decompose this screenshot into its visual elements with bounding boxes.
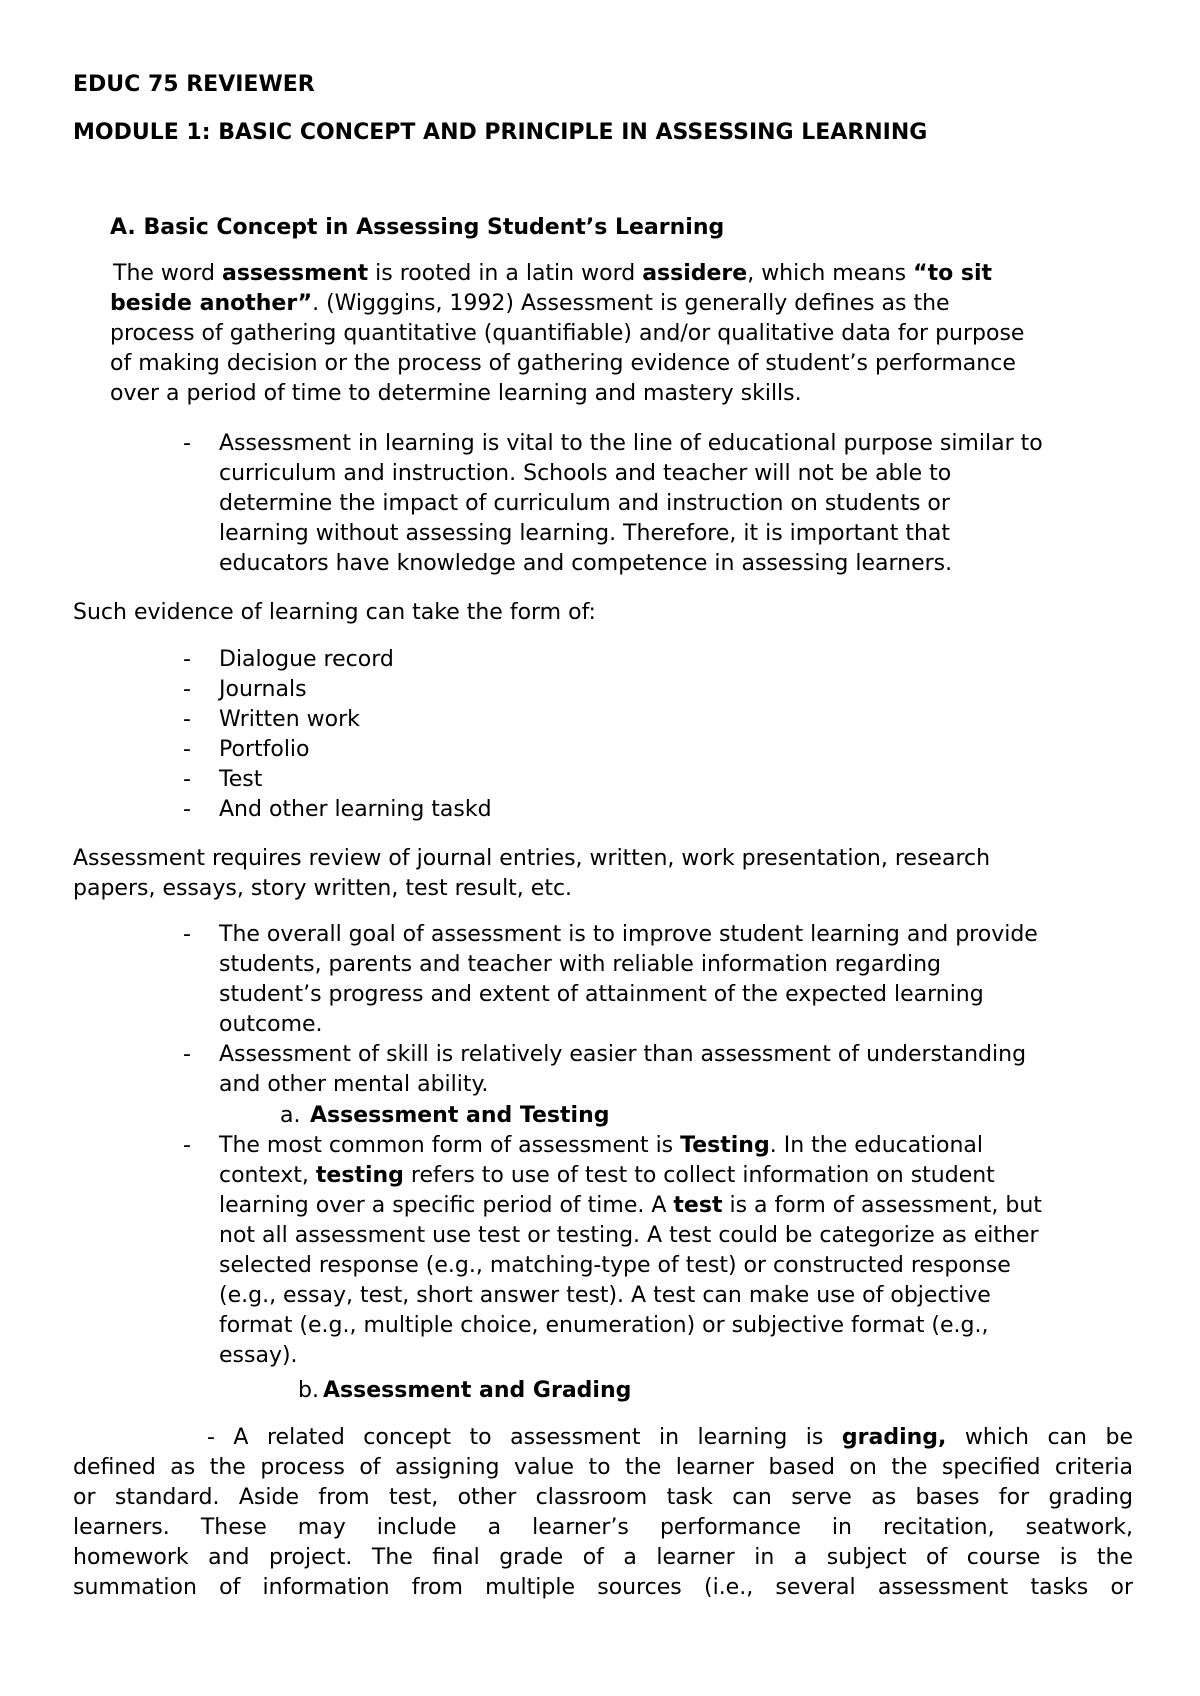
grading-line-3: or standard. Aside from test, other classroom task can serve as bases for grading [73,1485,1133,1510]
document-title: EDUC 75 REVIEWER [73,72,315,97]
goal-line-4: outcome. [219,1012,323,1037]
bullet-dash: - [183,737,191,762]
subsection-b-label: b. [298,1378,319,1403]
grading-line-6: summation of information from multiple sources (i.e., several assessment tasks or [73,1575,1133,1600]
intro-line-5: over a period of time to determine learning and mastery skills. [110,381,802,406]
testing-line-8: essay). [219,1343,298,1368]
list-item: Written work [219,707,360,732]
skill-line-1: Assessment of skill is relatively easier than assessment of understanding [219,1042,1027,1067]
bullet-dash: - [183,431,191,456]
grading-line-5: homework and project. The final grade of a learner in a subject of course is the [73,1545,1133,1570]
bullet-dash: - [183,1133,191,1158]
grading-line-4: learners. These may include a learner’s performance in recitation, seatwork, [73,1515,1133,1540]
list-item: And other learning taskd [219,797,492,822]
grading-line-2: defined as the process of assigning value to the learner based on the specified criteria [73,1455,1133,1480]
bullet1-line-5: educators have knowledge and competence in assessing learners. [219,551,953,576]
bullet-dash: - [183,797,191,822]
list-item: Test [219,767,263,792]
intro-line-2: beside another”. (Wigggins, 1992) Assessment is generally defines as the [110,291,950,316]
testing-line-1: The most common form of assessment is Testing. In the educational [219,1133,983,1158]
requires-line-1: Assessment requires review of journal entries, written, work presentation, research [73,846,991,871]
testing-line-2: context, testing refers to use of test to collect information on student [219,1163,995,1188]
list-item: Dialogue record [219,647,394,672]
subsection-a-label: a. [280,1103,301,1128]
bullet-dash: - [183,647,191,672]
bullet-dash: - [183,707,191,732]
goal-line-1: The overall goal of assessment is to improve student learning and provide [219,922,1038,947]
subsection-b-title: Assessment and Grading [323,1378,632,1403]
goal-line-3: student’s progress and extent of attainment of the expected learning [219,982,984,1007]
evidence-intro: Such evidence of learning can take the form of: [73,600,596,625]
bullet1-line-3: determine the impact of curriculum and instruction on students or [219,491,950,516]
testing-line-4: not all assessment use test or testing. A test could be categorize as either [219,1223,1039,1248]
list-item: Portfolio [219,737,310,762]
module-heading: MODULE 1: BASIC CONCEPT AND PRINCIPLE IN ASSESSING LEARNING [73,120,928,145]
intro-line-3: process of gathering quantitative (quantifiable) and/or qualitative data for purpose [110,321,1025,346]
testing-line-5: selected response (e.g., matching-type of test) or constructed response [219,1253,1011,1278]
requires-line-2: papers, essays, story written, test result, etc. [73,876,573,901]
subsection-a-title: Assessment and Testing [310,1103,610,1128]
goal-line-2: students, parents and teacher with reliable information regarding [219,952,941,977]
intro-line-4: of making decision or the process of gathering evidence of student’s performance [110,351,1016,376]
bullet-dash: - [183,677,191,702]
intro-line-1: The word assessment is rooted in a latin word assidere, which means “to sit [113,261,993,286]
grading-line-1: - A related concept to assessment in learning is grading, which can be [207,1425,1133,1450]
bullet-dash: - [183,767,191,792]
section-a-heading: A. Basic Concept in Assessing Student’s Learning [110,215,725,240]
testing-line-7: format (e.g., multiple choice, enumeration) or subjective format (e.g., [219,1313,989,1338]
bullet1-line-1: Assessment in learning is vital to the line of educational purpose similar to [219,431,1043,456]
bullet-dash: - [183,922,191,947]
skill-line-2: and other mental ability. [219,1072,489,1097]
bullet-dash: - [183,1042,191,1067]
testing-line-6: (e.g., essay, test, short answer test). A test can make use of objective [219,1283,991,1308]
bullet1-line-2: curriculum and instruction. Schools and teacher will not be able to [219,461,952,486]
bullet1-line-4: learning without assessing learning. Therefore, it is important that [219,521,951,546]
list-item: Journals [219,677,307,702]
testing-line-3: learning over a specific period of time. A test is a form of assessment, but [219,1193,1042,1218]
